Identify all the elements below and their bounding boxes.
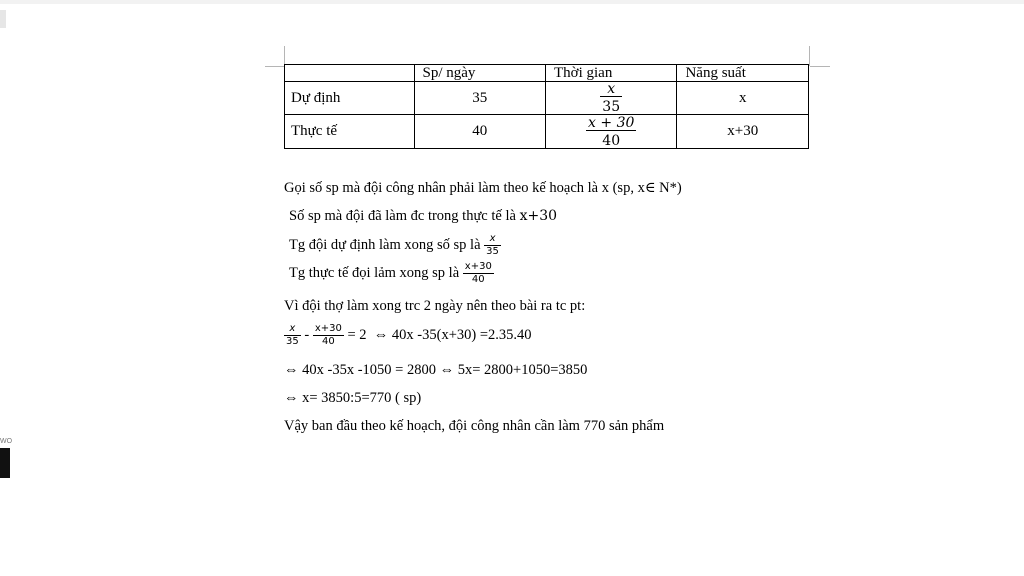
text-line-1: Gọi số sp mà đội công nhân phải làm theo kế hoạch là x (sp, x∈ N*): [284, 180, 682, 196]
fraction: [284, 324, 301, 347]
minus-sign: -: [300, 326, 313, 343]
line-text: Số sp mà đội đã làm đc trong thực tế là: [289, 208, 520, 224]
header-cell-sp-ngay: Sp/ ngày: [414, 65, 545, 82]
fraction-numerator: x+30: [464, 261, 492, 272]
line-math: x+30: [519, 208, 558, 224]
fraction-denominator: 35: [486, 246, 499, 257]
fraction: [313, 324, 344, 347]
crop-mark-left-horizontal: [265, 66, 284, 67]
equation-rest: = 2 ⇔ 40x -35(x+30) =2.35.40: [343, 326, 532, 343]
fraction-bar: [586, 130, 636, 131]
ruler-strip: [0, 0, 1024, 4]
table-header-row: [285, 65, 809, 82]
fraction-denominator: 35: [602, 99, 621, 115]
crop-mark-right-vertical: [809, 46, 810, 66]
row-sp-value: 35: [414, 82, 545, 115]
crop-mark-left-vertical: [284, 46, 285, 66]
fraction: [600, 82, 622, 114]
document-page: [284, 64, 824, 434]
row-ns-value: x+30: [677, 115, 809, 149]
text-line-6: [284, 324, 532, 347]
fraction-denominator: 40: [321, 336, 335, 347]
row-time-fraction: [545, 115, 676, 149]
table-row-thuc-te: [285, 115, 809, 149]
text-line-8: ⇔ x= 3850:5=770 ( sp): [284, 390, 422, 406]
side-bar-block: [0, 448, 10, 478]
row-ns-value: x: [677, 82, 809, 115]
text-line-5: Vì đội thợ làm xong trc 2 ngày nên theo bài ra tc pt:: [284, 298, 586, 314]
plan-table: [284, 64, 809, 149]
text-line-3: [289, 234, 501, 257]
table-row-du-dinh: [285, 82, 809, 115]
side-label: WO: [0, 438, 13, 445]
fraction: [586, 116, 636, 148]
margin-marker: [0, 10, 6, 28]
row-time-fraction: [545, 82, 676, 115]
header-cell-thoi-gian: Thời gian: [545, 65, 676, 82]
fraction: [484, 234, 501, 257]
row-label: Dự định: [285, 82, 415, 115]
fraction-numerator: x: [289, 323, 296, 334]
line-text: Tg thực tế đọi lảm xong sp là: [289, 264, 463, 281]
row-label: Thực tế: [285, 115, 415, 149]
fraction-numerator: x + 30: [588, 114, 635, 131]
row-sp-value: 40: [414, 115, 545, 149]
fraction-denominator: 35: [286, 336, 299, 347]
fraction-numerator: x+30: [314, 323, 342, 334]
fraction-numerator: x: [489, 233, 496, 244]
fraction: [463, 262, 494, 285]
fraction-bar: [600, 96, 622, 97]
text-line-2: [289, 208, 557, 225]
header-cell-nang-suat: Năng suất: [677, 65, 809, 82]
line-text: Tg đội dự định làm xong số sp là: [289, 236, 485, 253]
text-line-7: ⇔ 40x -35x -1050 = 2800 ⇔ 5x= 2800+1050=3850: [284, 362, 588, 378]
fraction-denominator: 40: [471, 274, 485, 285]
header-cell-empty: [285, 65, 415, 82]
fraction-denominator: 40: [602, 132, 621, 149]
text-line-9: Vậy ban đầu theo kế hoạch, đội công nhân cần làm 770 sản phẩm: [284, 418, 665, 434]
fraction-numerator: x: [607, 81, 616, 97]
text-line-4: [289, 262, 494, 285]
